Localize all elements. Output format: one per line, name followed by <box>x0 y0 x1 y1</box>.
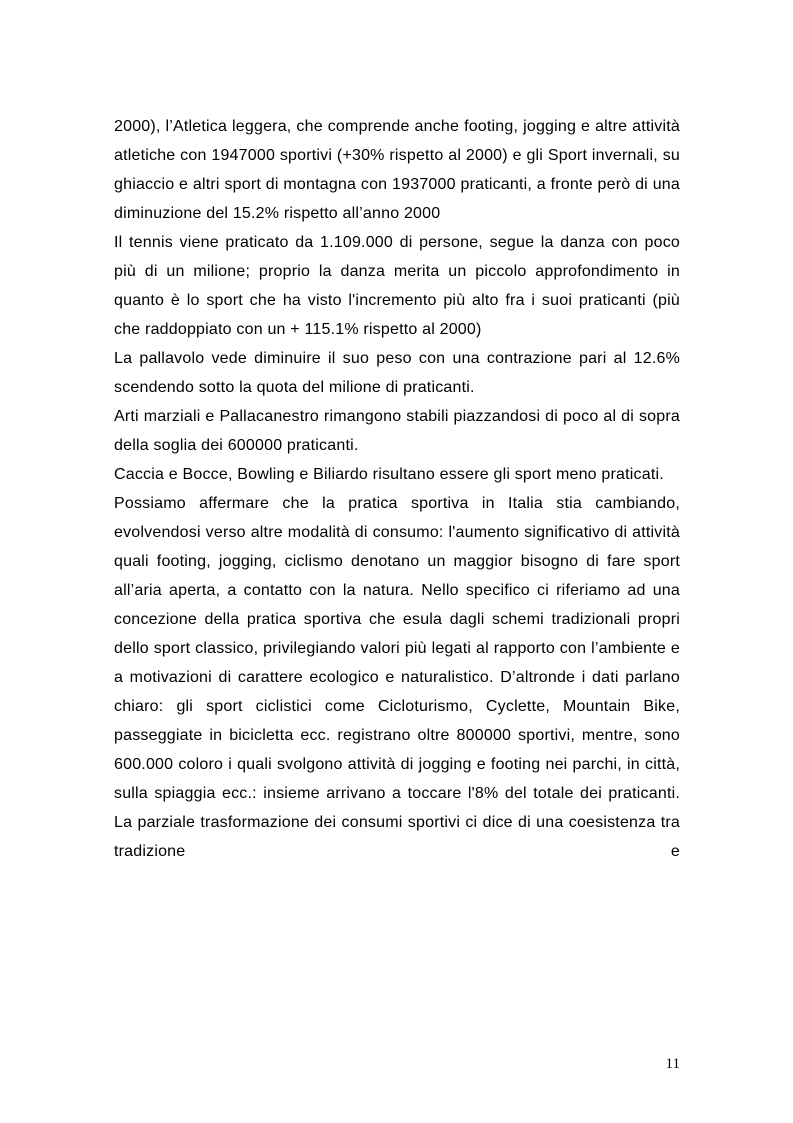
paragraph-arti-marziali-pallacanestro: Arti marziali e Pallacanestro rimangono stabili piazzandosi di poco al di sopra della soglia dei 600000 praticanti. <box>114 408 680 454</box>
paragraph-tennis-danza: Il tennis viene praticato da 1.109.000 di persone, segue la danza con poco più di un milione; proprio la danza merita un piccolo approfondimento in quanto è lo sport che ha visto l'incremento più alto fra i suoi praticanti (più che raddoppiato con un + 115.1% rispetto al 2000) <box>114 234 680 338</box>
paragraph-sport-meno-praticati: Caccia e Bocce, Bowling e Biliardo risultano essere gli sport meno praticati. <box>114 466 664 483</box>
paragraph-pallavolo: La pallavolo vede diminuire il suo peso con una contrazione pari al 12.6% scendendo sotto la quota del milione di praticanti. <box>114 350 680 396</box>
paragraph-pratica-sportiva-cambiamento: Possiamo affermare che la pratica sportiva in Italia stia cambiando, evolvendosi verso altre modalità di consumo: l'aumento significativo di attività quali footing, jogging, ciclismo denotano un maggior bisogno di fare sport all’aria aperta, a contatto con la natura. Nello specifico ci riferiamo ad una concezione della pratica sportiva che esula dagli schemi tradizionali propri dello sport classico, privilegiando valori più legati al rapporto con l’ambiente e a motivazioni di carattere ecologico e naturalistico. D’altronde i dati parlano chiaro: gli sport ciclistici come Cicloturismo, Cyclette, Mountain Bike, passeggiate in bicicletta ecc. registrano oltre 800000 sportivi, mentre, sono 600.000 coloro i quali svolgono attività di jogging e footing nei parchi, in città, sulla spiaggia ecc.: insieme arrivano a toccare l'8% del totale dei praticanti. La parziale trasformazione dei consumi sportivi ci dice di una coesistenza tra tradizione e <box>114 495 680 860</box>
page-number: 11 <box>665 1056 680 1072</box>
paragraph-atletica-sport-invernali: 2000), l’Atletica leggera, che comprende anche footing, jogging e altre attività atletiche con 1947000 sportivi (+30% rispetto al 2000) e gli Sport invernali, su ghiaccio e altri sport di montagna con 1937000 praticanti, a fronte però di una diminuzione del 15.2% rispetto all’anno 2000 <box>114 118 680 222</box>
page-body <box>114 112 680 866</box>
